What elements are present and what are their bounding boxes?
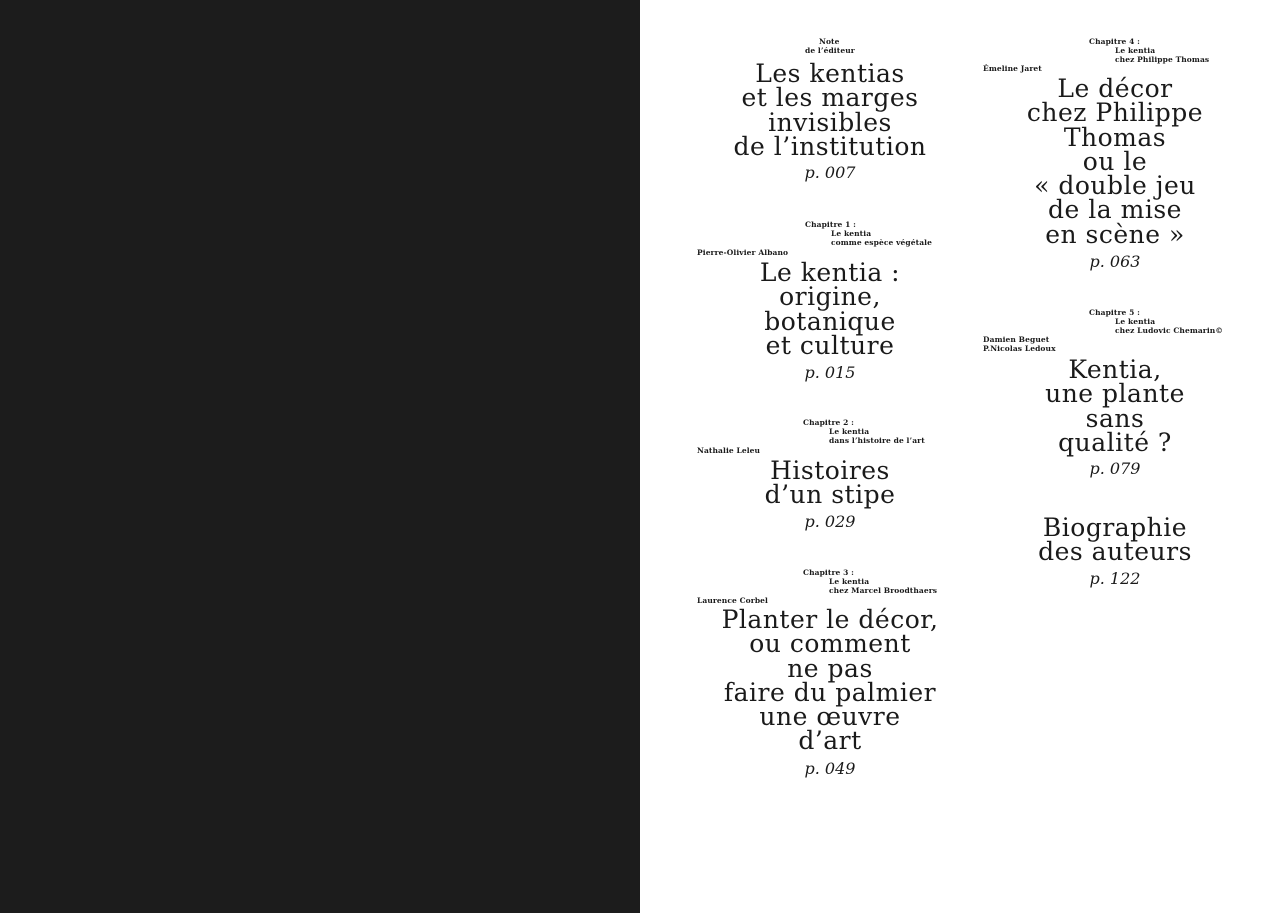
entry-title: Biographie des auteurs (1038, 513, 1192, 567)
chapter-label: Chapitre 3 : Le kentia chez Marcel Broodthaers (803, 568, 938, 595)
chapter-label: Chapitre 4 : Le kentia chez Philippe Thomas (1089, 37, 1210, 64)
page-number[interactable]: p. 063 (1089, 252, 1141, 271)
entry-title: Planter le décor, ou comment ne pas faire du palmier une œuvre d’art (721, 605, 939, 756)
note-label: Note de l’éditeur (805, 37, 855, 55)
entry-title: Histoires d’un stipe (764, 456, 896, 510)
author-name: Nathalie Leleu (697, 446, 761, 455)
page-number[interactable]: p. 079 (1089, 459, 1141, 478)
page-number[interactable]: p. 015 (804, 363, 856, 382)
author-name: Pierre-Olivier Albano (697, 248, 789, 257)
page-number[interactable]: p. 029 (804, 512, 856, 531)
entry-title: Les kentias et les marges invisibles de l’institution (733, 59, 927, 161)
entry-title: Le décor chez Philippe Thomas ou le « double jeu de la mise en scène » (1026, 74, 1204, 249)
page-number[interactable]: p. 007 (804, 163, 856, 182)
page-number[interactable]: p. 049 (804, 759, 856, 778)
table-of-contents-page (640, 0, 1279, 913)
chapter-label: Chapitre 2 : Le kentia dans l’histoire de l’art (803, 418, 925, 445)
chapter-label: Chapitre 5 : Le kentia chez Ludovic Chemarin© (1089, 308, 1223, 335)
author-names: Damien Beguet P.Nicolas Ledoux (983, 335, 1056, 353)
chapter-label: Chapitre 1 : Le kentia comme espèce végétale (805, 220, 932, 247)
page-number[interactable]: p. 122 (1089, 569, 1141, 588)
entry-title: Kentia, une plante sans qualité ? (1045, 355, 1185, 457)
author-name: Laurence Corbel (697, 596, 768, 605)
author-name: Émeline Jaret (983, 64, 1042, 73)
entry-title: Le kentia : origine, botanique et culture (759, 258, 901, 360)
